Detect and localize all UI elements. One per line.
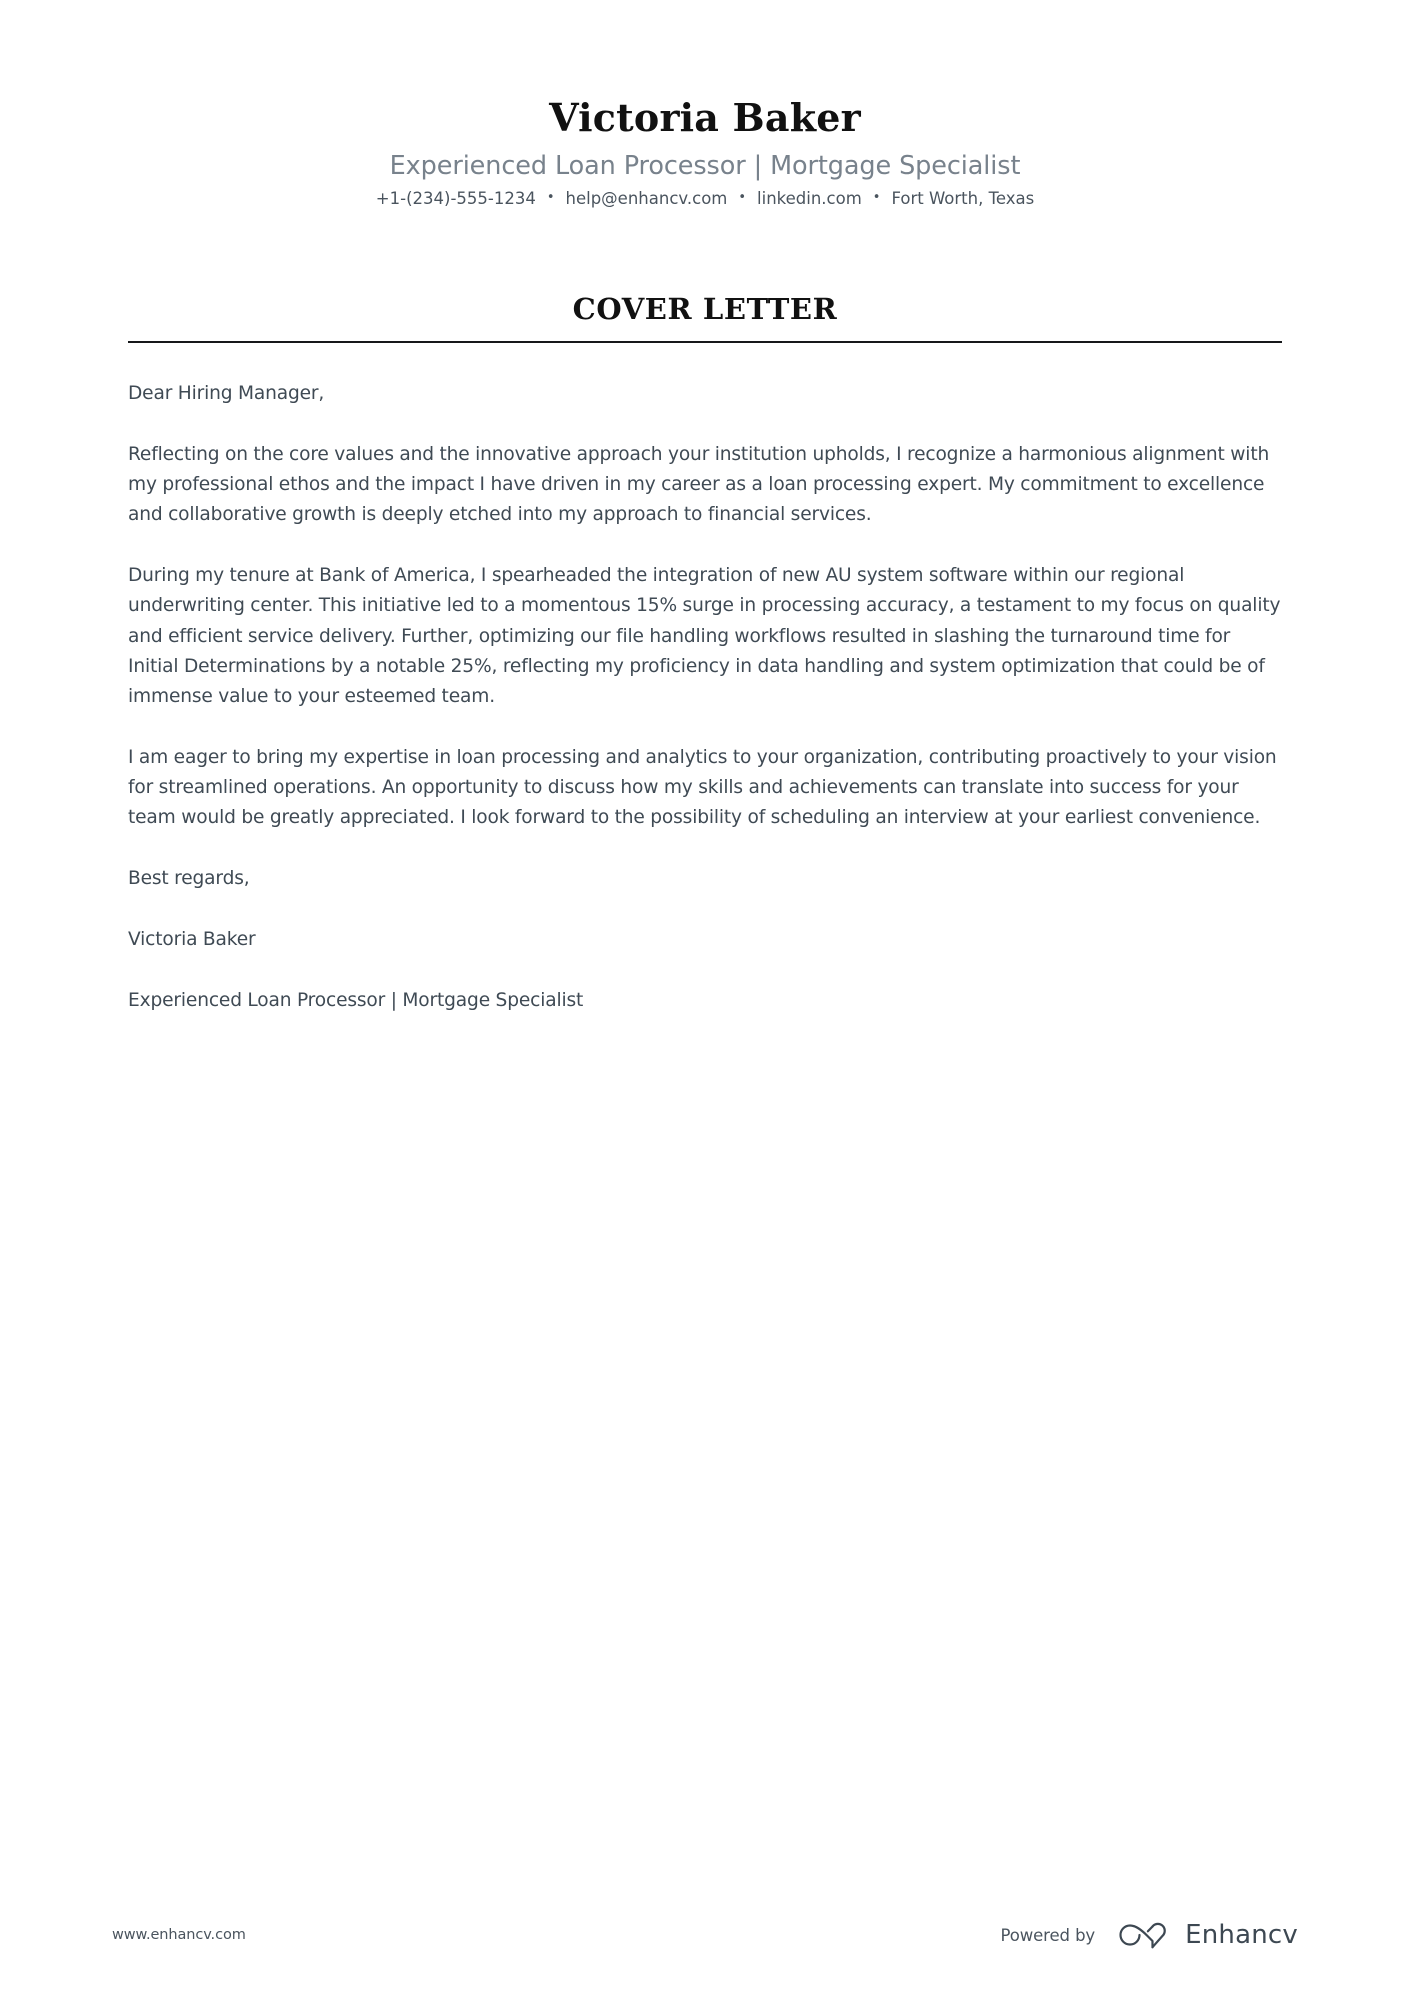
section-divider <box>128 341 1282 343</box>
letter-paragraph: Reflecting on the core values and the innovative approach your institution upholds, I recognize a harmonious alignment with my professional ethos and the impact I have driven in my career as a loan processing expert. My commitment to excellence and collaborative growth is deeply etched into my approach to financial services. <box>128 444 1270 526</box>
contact-phone[interactable]: +1-(234)-555-1234 <box>375 189 536 209</box>
section-title: COVER LETTER <box>572 291 838 326</box>
signature-name: Victoria Baker <box>128 929 256 951</box>
footer-branding <box>1000 1919 1298 1951</box>
signature-title: Experienced Loan Processor | Mortgage Specialist <box>128 990 584 1012</box>
enhancv-mark-icon <box>1114 1919 1172 1951</box>
contact-linkedin[interactable]: linkedin.com <box>757 189 862 209</box>
letter-closing: Best regards, <box>128 868 250 890</box>
letter-body <box>0 379 1410 1017</box>
cover-letter-section-header <box>0 292 1410 343</box>
contact-location: Fort Worth, Texas <box>891 189 1035 209</box>
contact-details <box>0 188 1410 209</box>
enhancv-wordmark: Enhancv <box>1185 1920 1298 1950</box>
candidate-name: Victoria Baker <box>549 95 861 140</box>
footer-website-link[interactable]: www.enhancv.com <box>112 1927 246 1943</box>
letter-paragraph: I am eager to bring my expertise in loan processing and analytics to your organization, contributing proactively to your vision for streamlined operations. An opportunity to discuss how my skills and achievements can translate into success for your team would be greatly appreciated. I look forward to the possibility of scheduling an interview at your earliest convenience. <box>128 746 1277 829</box>
bullet-separator-icon: • <box>872 189 881 205</box>
letter-paragraph: During my tenure at Bank of America, I spearheaded the integration of new AU system software within our regional underwriting center. This initiative led to a momentous 15% surge in processing accuracy, a testament to my focus on quality and efficient service delivery. Further, optimizing our file handling workflows resulted in slashing the turnaround time for Initial Determinations by a notable 25%, reflecting my proficiency in data handling and system optimization that could be of immense value to your esteemed team. <box>128 565 1281 707</box>
bullet-separator-icon: • <box>546 189 555 205</box>
bullet-separator-icon: • <box>738 189 747 205</box>
document-header <box>0 0 1410 210</box>
letter-salutation: Dear Hiring Manager, <box>128 382 325 404</box>
document-footer <box>0 1875 1410 1995</box>
contact-email[interactable]: help@enhancv.com <box>565 189 728 209</box>
powered-by-label: Powered by <box>1000 1925 1096 1945</box>
candidate-headline: Experienced Loan Processor | Mortgage Specialist <box>389 150 1021 181</box>
enhancv-logo[interactable] <box>1114 1919 1298 1951</box>
